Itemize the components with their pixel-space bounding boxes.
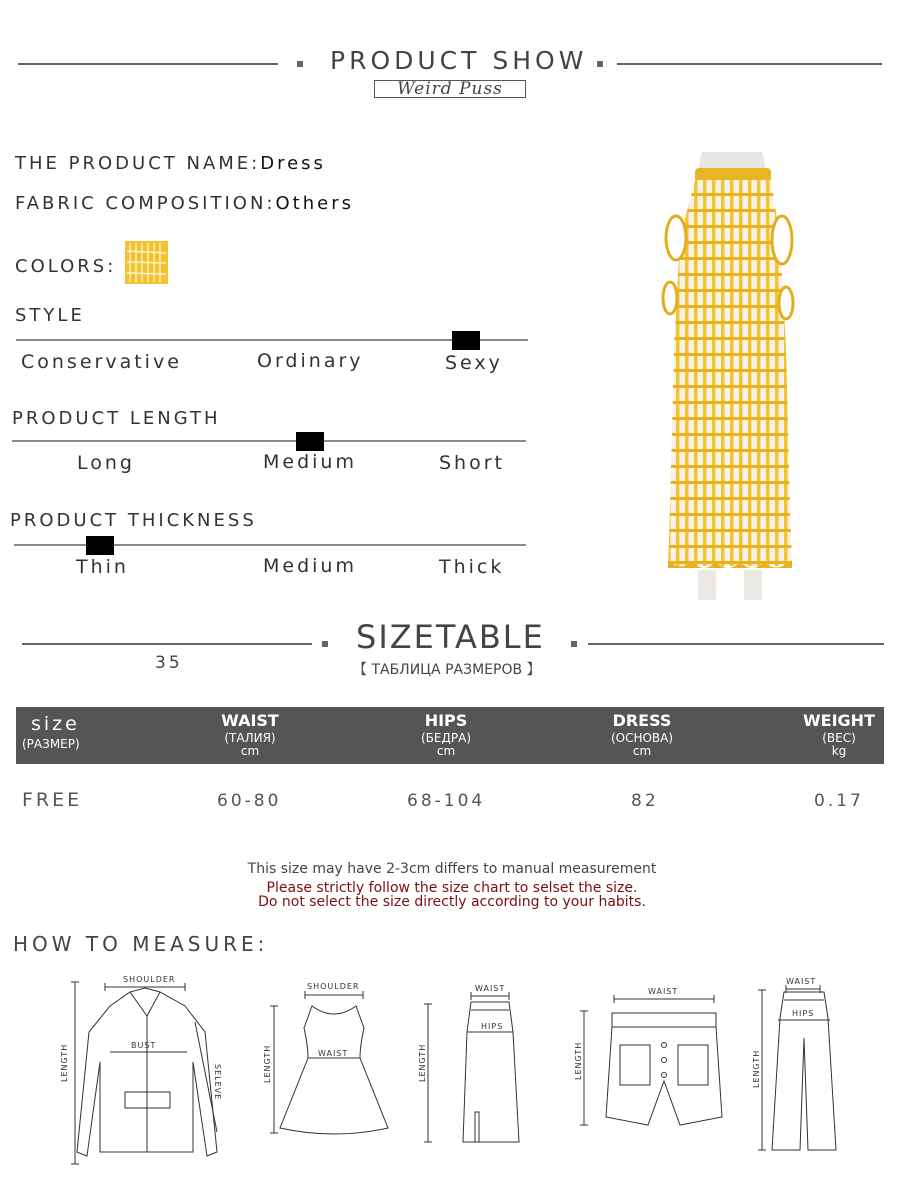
col-hips-ru: (БЕДРА) (421, 731, 471, 745)
label-length-skirt: LENGTH (418, 1043, 427, 1082)
length-option-short: Short (439, 452, 505, 474)
yellow-crochet-skirt-icon (640, 148, 820, 603)
col-dress-ru: (ОСНОВА) (610, 731, 674, 745)
col-weight (789, 711, 889, 758)
sizetable-subtitle: 【 ТАБЛИЦА РАЗМЕРОВ 】 (353, 662, 541, 678)
cell-weight: 0.17 (814, 791, 864, 811)
sizetable-number: 35 (155, 653, 183, 673)
col-hips-unit: cm (436, 744, 456, 758)
header-rule-left (18, 63, 278, 65)
sizetable-square-left (322, 641, 328, 647)
style-option-conservative: Conservative (21, 351, 182, 373)
thickness-option-medium: Medium (263, 555, 357, 577)
thickness-title: PRODUCT THICKNESS (10, 510, 257, 531)
how-to-measure-title: HOW TO MEASURE: (13, 932, 269, 956)
col-waist-unit: cm (240, 744, 260, 758)
product-name-value: Dress (260, 153, 326, 174)
label-sleeve: SELEVE (213, 1064, 222, 1101)
pants-diagram (748, 978, 858, 1158)
header-square-left (297, 61, 303, 67)
pants-measure-icon (748, 978, 858, 1158)
fabric-label: FABRIC COMPOSITION: (15, 193, 276, 214)
thickness-option-thin: Thin (76, 556, 129, 578)
header-rule-right (617, 63, 882, 65)
sizetable-rule-left (22, 643, 312, 645)
cell-hips: 68-104 (407, 791, 486, 811)
label-hips-skirt: HIPS (481, 1022, 504, 1031)
label-bust: BUST (131, 1041, 157, 1050)
col-size (22, 713, 92, 751)
style-option-ordinary: Ordinary (257, 350, 364, 372)
brand-label: Weird Puss (374, 80, 526, 98)
color-swatch-icon (125, 241, 168, 284)
product-name-row (15, 153, 326, 174)
label-shoulder-dress: SHOULDER (307, 982, 360, 991)
shorts-measure-icon (572, 985, 732, 1135)
shorts-diagram (572, 985, 732, 1135)
cell-size: FREE (22, 789, 83, 811)
length-title: PRODUCT LENGTH (12, 408, 221, 429)
fabric-value: Others (275, 193, 354, 214)
measurement-note: This size may have 2-3cm differs to manual measurement (247, 861, 657, 877)
col-waist (200, 711, 300, 758)
col-dress (592, 711, 692, 758)
label-length-dress: LENGTH (263, 1044, 272, 1083)
style-scale-marker[interactable] (452, 331, 480, 350)
col-hips-name: HIPS (424, 711, 468, 730)
label-waist-dress: WAIST (318, 1049, 349, 1058)
col-size-ru: (РАЗМЕР) (22, 737, 80, 751)
product-name-label: THE PRODUCT NAME: (15, 153, 261, 174)
skirt-measure-icon (415, 982, 535, 1152)
label-waist-shorts: WAIST (648, 987, 679, 996)
col-waist-ru: (ТАЛИЯ) (224, 731, 276, 745)
warning-note-2: Do not select the size directly according to your habits. (258, 894, 646, 910)
col-dress-unit: cm (632, 744, 652, 758)
col-weight-unit: kg (831, 744, 847, 758)
colors-label: COLORS: (15, 256, 117, 277)
col-size-name: size (31, 713, 80, 735)
length-option-long: Long (77, 452, 135, 474)
thickness-scale-marker[interactable] (86, 536, 114, 555)
thickness-option-thick: Thick (439, 556, 505, 578)
label-length-jacket: LENGTH (60, 1043, 69, 1082)
col-hips (396, 711, 496, 758)
label-hips-pants: HIPS (792, 1009, 815, 1018)
col-weight-ru: (ВЕС) (822, 731, 856, 745)
skirt-diagram (415, 982, 535, 1152)
label-length-pants: LENGTH (752, 1049, 761, 1088)
col-dress-name: DRESS (612, 711, 672, 730)
product-photo (640, 148, 820, 603)
length-scale-marker[interactable] (296, 432, 324, 451)
length-option-medium: Medium (263, 451, 357, 473)
jacket-diagram (55, 972, 240, 1172)
page-title: PRODUCT SHOW (330, 46, 588, 75)
jacket-measure-icon (55, 972, 240, 1172)
col-waist-name: WAIST (221, 711, 279, 730)
label-waist-pants: WAIST (786, 978, 817, 986)
cell-waist: 60-80 (217, 791, 282, 811)
sizetable-square-right (571, 641, 577, 647)
label-waist-skirt: WAIST (475, 984, 506, 993)
size-table-header (16, 707, 884, 764)
style-option-sexy: Sexy (445, 352, 503, 374)
warning-note-1: Please strictly follow the size chart to selset the size. (266, 880, 638, 896)
dress-measure-icon (260, 978, 400, 1148)
length-scale-track (12, 440, 526, 442)
label-shoulder: SHOULDER (123, 975, 176, 984)
label-length-shorts: LENGTH (574, 1041, 583, 1080)
col-weight-name: WEIGHT (803, 711, 875, 730)
sizetable-title: SIZETABLE (356, 618, 545, 656)
color-swatch[interactable] (125, 241, 168, 284)
header-square-right (597, 61, 603, 67)
fabric-row (15, 193, 354, 214)
dress-diagram (260, 978, 400, 1148)
sizetable-rule-right (588, 643, 884, 645)
style-title: STYLE (15, 305, 85, 326)
cell-dress: 82 (631, 791, 659, 811)
